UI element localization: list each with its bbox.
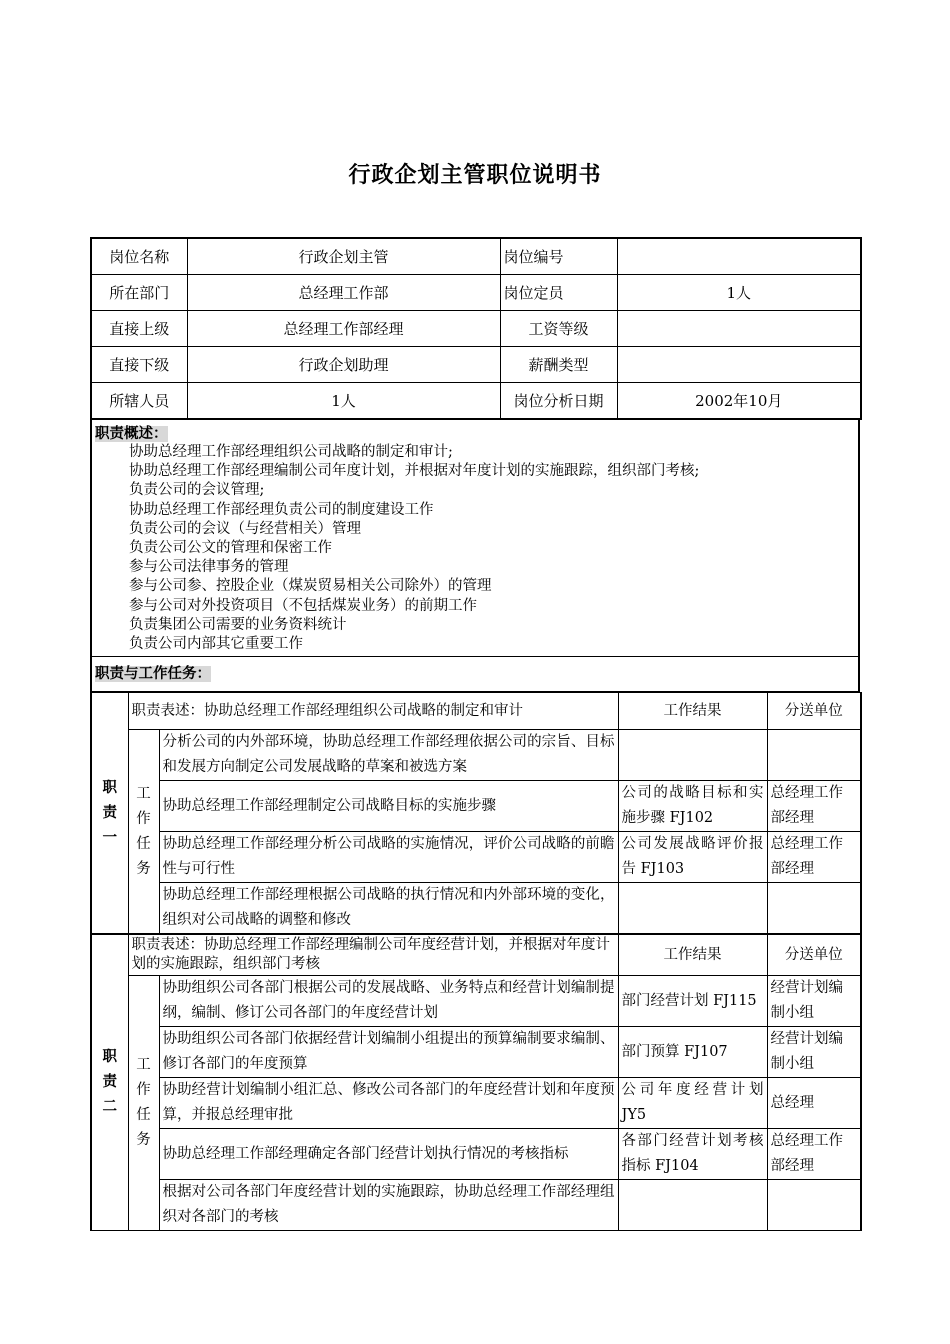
task-destination: 总经理工作部经理 <box>767 1129 861 1180</box>
info-label: 所辖人员 <box>91 383 187 420</box>
duty-statement-row <box>91 935 861 976</box>
info-value <box>617 238 861 275</box>
task-destination <box>767 1180 861 1231</box>
task-destination: 总经理工作部经理 <box>767 832 861 883</box>
info-value: 2002年10月 <box>617 383 861 420</box>
task-destination <box>767 883 861 934</box>
summary-line: 协助总经理工作部经理组织公司战略的制定和审计; <box>129 444 453 460</box>
task-description: 分析公司的内外部环境，协助总经理工作部经理依据公司的宗旨、目标和发展方向制定公司发展战略的草案和被选方案 <box>159 730 618 781</box>
summary-line: 负责公司的会议管理; <box>129 482 265 499</box>
info-label: 工资等级 <box>500 311 617 347</box>
duty-statement-row <box>91 693 861 730</box>
info-label: 岗位分析日期 <box>500 383 617 420</box>
info-row <box>91 311 861 347</box>
info-value: 总经理工作部 <box>187 275 500 311</box>
job-description-form <box>90 237 860 1231</box>
result-header: 工作结果 <box>618 693 767 730</box>
duty-table <box>90 692 862 934</box>
task-result <box>618 883 767 934</box>
info-value: 1人 <box>617 275 861 311</box>
task-description: 协助总经理工作部经理根据公司战略的执行情况和内外部环境的变化，组织对公司战略的调整和修改 <box>159 883 618 934</box>
duty-label: 职 责 一 <box>91 693 128 934</box>
task-row <box>91 781 861 832</box>
task-row <box>91 976 861 1027</box>
task-description: 协助组织公司各部门根据公司的发展战略、业务特点和经营计划编制提纲，编制、修订公司各部门的年度经营计划 <box>159 976 618 1027</box>
task-result <box>618 1180 767 1231</box>
destination-header: 分送单位 <box>767 693 861 730</box>
info-row <box>91 347 861 383</box>
task-description: 协助总经理工作部经理制定公司战略目标的实施步骤 <box>159 781 618 832</box>
info-value <box>617 347 861 383</box>
info-label: 岗位名称 <box>91 238 187 275</box>
summary-line: 协助总经理工作部经理编制公司年度计划，并根据对年度计划的实施跟踪，组织部门考核; <box>129 463 700 480</box>
task-description: 根据对公司各部门年度经营计划的实施跟踪，协助总经理工作部经理组织对各部门的考核 <box>159 1180 618 1231</box>
info-label: 岗位编号 <box>500 238 617 275</box>
task-row <box>91 1078 861 1129</box>
task-destination: 经营计划编制小组 <box>767 1027 861 1078</box>
summary-heading: 职责概述： <box>95 426 168 442</box>
info-value: 1人 <box>187 383 500 420</box>
info-row <box>91 383 861 420</box>
task-description: 协助总经理工作部经理分析公司战略的实施情况，评价公司战略的前瞻性与可行性 <box>159 832 618 883</box>
summary-line: 负责公司的会议（与经营相关）管理 <box>129 520 361 537</box>
tasks-heading: 职责与工作任务： <box>90 657 860 692</box>
summary-line: 负责集团公司需要的业务资料统计 <box>129 616 347 633</box>
info-row <box>91 238 861 275</box>
task-result: 公司年度经营计划 JY5 <box>618 1078 767 1129</box>
info-label: 直接下级 <box>91 347 187 383</box>
info-value <box>617 311 861 347</box>
task-description: 协助经营计划编制小组汇总、修改公司各部门的年度经营计划和年度预算，并报总经理审批 <box>159 1078 618 1129</box>
task-row <box>91 1129 861 1180</box>
task-result <box>618 730 767 781</box>
info-value: 总经理工作部经理 <box>187 311 500 347</box>
task-result: 公司发展战略评价报告 FJ103 <box>618 832 767 883</box>
summary-line: 协助总经理工作部经理负责公司的制度建设工作 <box>129 501 434 518</box>
task-row <box>91 1180 861 1231</box>
task-label: 工 作 任 务 <box>128 976 159 1231</box>
info-label: 所在部门 <box>91 275 187 311</box>
summary-line: 参与公司对外投资项目（不包括煤炭业务）的前期工作 <box>129 597 477 614</box>
info-value: 行政企划助理 <box>187 347 500 383</box>
info-label: 岗位定员 <box>500 275 617 311</box>
task-destination <box>767 730 861 781</box>
summary-line: 负责公司公文的管理和保密工作 <box>129 540 332 557</box>
info-value: 行政企划主管 <box>187 238 500 275</box>
duty-label: 职 责 二 <box>91 935 128 1231</box>
task-destination: 总经理工作部经理 <box>767 781 861 832</box>
summary-line: 负责公司内部其它重要工作 <box>129 636 303 653</box>
basic-info-table <box>90 237 862 420</box>
task-row <box>91 832 861 883</box>
task-result: 公司的战略目标和实施步骤 FJ102 <box>618 781 767 832</box>
task-result: 各部门经营计划考核指标 FJ104 <box>618 1129 767 1180</box>
summary-line: 参与公司法律事务的管理 <box>129 559 289 576</box>
task-description: 协助组织公司各部门依据经营计划编制小组提出的预算编制要求编制、修订各部门的年度预算 <box>159 1027 618 1078</box>
task-result: 部门预算 FJ107 <box>618 1027 767 1078</box>
info-label: 直接上级 <box>91 311 187 347</box>
task-row <box>91 883 861 934</box>
task-destination: 总经理 <box>767 1078 861 1129</box>
document-title: 行政企划主管职位说明书 <box>348 163 602 188</box>
task-label: 工 作 任 务 <box>128 730 159 934</box>
task-description: 协助总经理工作部经理确定各部门经营计划执行情况的考核指标 <box>159 1129 618 1180</box>
info-label: 薪酬类型 <box>500 347 617 383</box>
task-destination: 经营计划编制小组 <box>767 976 861 1027</box>
duty-statement: 职责表述：协助总经理工作部经理编制公司年度经营计划，并根据对年度计划的实施跟踪，组织部门考核 <box>128 935 618 976</box>
duty-summary <box>90 420 860 657</box>
task-row <box>91 1027 861 1078</box>
info-row <box>91 275 861 311</box>
summary-line: 参与公司参、控股企业（煤炭贸易相关公司除外）的管理 <box>129 578 492 595</box>
destination-header: 分送单位 <box>767 935 861 976</box>
duty-statement: 职责表述：协助总经理工作部经理组织公司战略的制定和审计 <box>128 693 618 730</box>
duty-table <box>90 934 862 1231</box>
task-result: 部门经营计划 FJ115 <box>618 976 767 1027</box>
task-row <box>91 730 861 781</box>
result-header: 工作结果 <box>618 935 767 976</box>
